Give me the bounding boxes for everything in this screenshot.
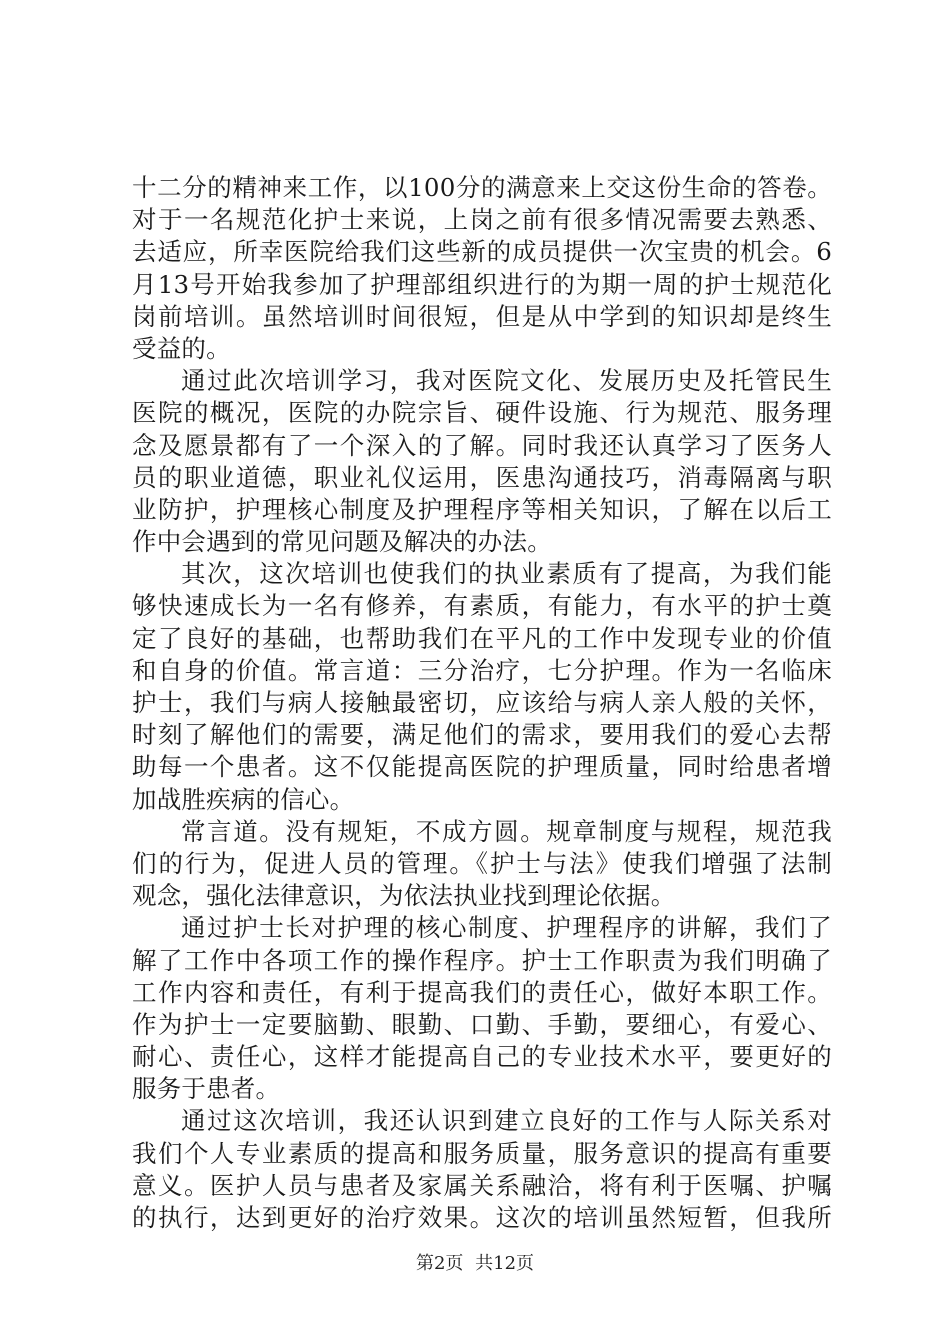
text-line: 员的职业道德，职业礼仪运用，医患沟通技巧，消毒隔离与职 [132,462,832,492]
text-line: 观念，强化法律意识，为依法执业找到理论依据。 [132,881,676,911]
text-line: 岗前培训。虽然培训时间很短，但是从中学到的知识却是终生 [132,301,832,331]
text-line: 作为护士一定要脑勤、眼勤、口勤、手勤，要细心，有爱心、 [132,1009,832,1039]
text-line: 定了良好的基础，也帮助我们在平凡的工作中发现专业的价值 [132,623,832,653]
page-total: 共12页 [475,1253,535,1274]
text-line: 通过此次培训学习，我对医院文化、发展历史及托管民生 [181,366,832,396]
paragraph [132,912,832,1105]
text-line: 服务于患者。 [132,1074,281,1104]
text-line: 去适应，所幸医院给我们这些新的成员提供一次宝贵的机会。6 [132,237,832,267]
text-line: 意义。医护人员与患者及家属关系融洽，将有利于医嘱、护嘱 [132,1170,832,1200]
text-line: 加战胜疾病的信心。 [132,784,355,814]
paragraph [132,365,832,558]
text-line: 通过护士长对护理的核心制度、护理程序的讲解，我们了 [181,913,832,943]
text-line: 常言道。没有规矩，不成方圆。规章制度与规程，规范我 [181,816,832,846]
paragraph [132,816,832,913]
text-line: 我们个人专业素质的提高和服务质量，服务意识的提高有重要 [132,1138,832,1168]
text-line: 作中会遇到的常见问题及解决的办法。 [132,527,552,557]
text-line: 其次，这次培训也使我们的执业素质有了提高，为我们能 [181,559,832,589]
text-line: 月13号开始我参加了护理部组织进行的为期一周的护士规范化 [132,269,832,299]
text-line: 业防护，护理核心制度及护理程序等相关知识，了解在以后工 [132,494,832,524]
page-number: 第2页 [415,1253,464,1274]
text-line: 对于一名规范化护士来说，上岗之前有很多情况需要去熟悉、 [132,205,832,235]
paragraph [132,1105,832,1234]
text-line: 解了工作中各项工作的操作程序。护士工作职责为我们明确了 [132,945,832,975]
text-line: 时刻了解他们的需要，满足他们的需求，要用我们的爱心去帮 [132,720,832,750]
paragraph [132,172,832,365]
text-line: 受益的。 [132,333,231,363]
paragraph [132,558,832,816]
text-line: 助每一个患者。这不仅能提高医院的护理质量，同时给患者增 [132,752,832,782]
text-line: 医院的概况，医院的办院宗旨、硬件设施、行为规范、服务理 [132,398,832,428]
text-line: 耐心、责任心，这样才能提高自己的专业技术水平，要更好的 [132,1042,832,1072]
page-footer [0,1253,950,1275]
text-line: 工作内容和责任，有利于提高我们的责任心，做好本职工作。 [132,977,832,1007]
text-line: 够快速成长为一名有修养，有素质，有能力，有水平的护士奠 [132,591,832,621]
text-line: 护士，我们与病人接触最密切，应该给与病人亲人般的关怀， [132,688,832,717]
text-line: 和自身的价值。常言道：三分治疗，七分护理。作为一名临床 [132,655,832,685]
document-body [132,172,832,1234]
text-line: 的执行，达到更好的治疗效果。这次的培训虽然短暂，但我所 [132,1203,832,1232]
text-line: 十二分的精神来工作，以100分的满意来上交这份生命的答卷。 [132,173,832,202]
text-line: 念及愿景都有了一个深入的了解。同时我还认真学习了医务人 [132,430,832,460]
text-line: 通过这次培训，我还认识到建立良好的工作与人际关系对 [181,1106,832,1136]
text-line: 们的行为，促进人员的管理。《护士与法》使我们增强了法制 [132,848,832,878]
